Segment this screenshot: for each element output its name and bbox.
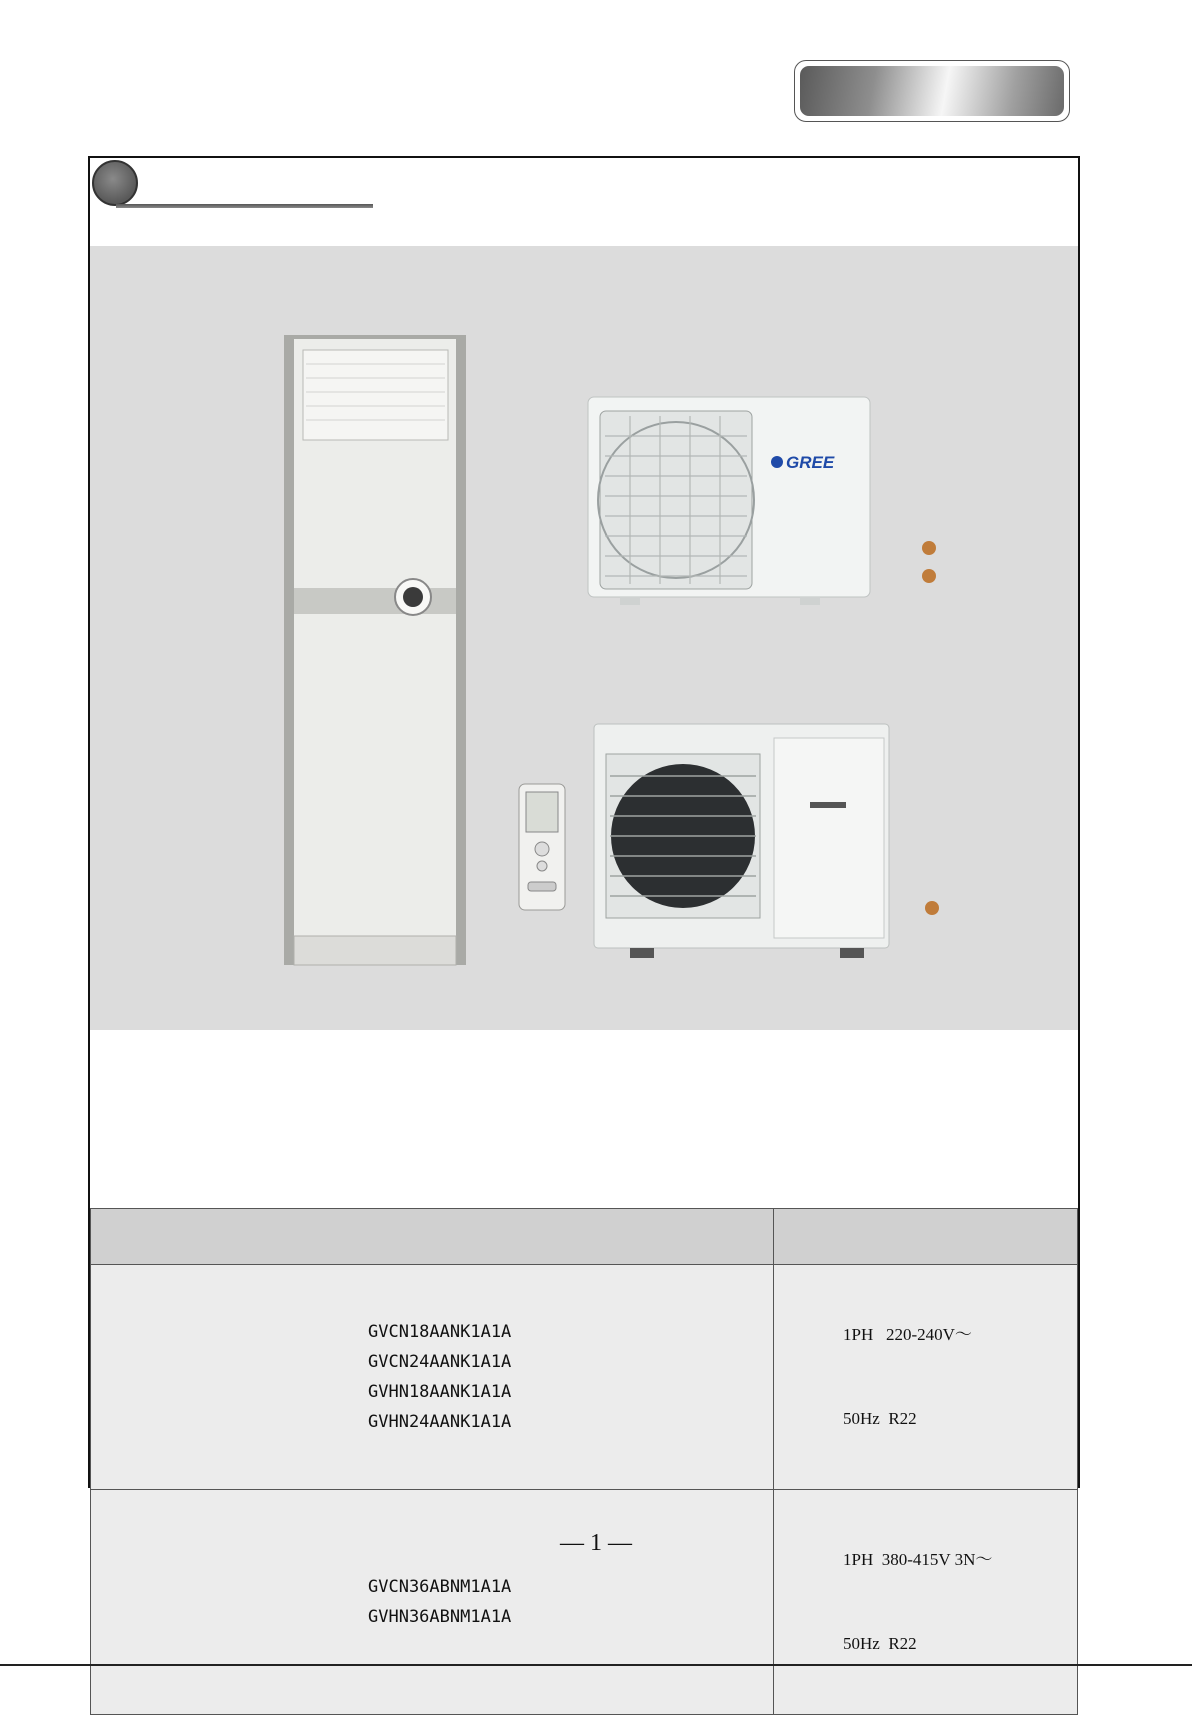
table-row (91, 1265, 1078, 1490)
power-line: 1PH 220-240V～ (843, 1325, 972, 1344)
model-column-header (91, 1209, 774, 1265)
model-name: GVHN24AANK1A1A (368, 1412, 512, 1432)
power-column-header (774, 1209, 1078, 1265)
model-name: GVCN24AANK1A1A (368, 1352, 512, 1372)
power-line: 1PH 380-415V 3N～ (843, 1550, 993, 1569)
model-name: GVHN18AANK1A1A (368, 1382, 512, 1402)
outdoor-unit-large-image (594, 724, 939, 958)
model-name: GVCN18AANK1A1A (368, 1322, 512, 1342)
product-photo (90, 246, 1078, 1030)
model-list (91, 1490, 774, 1715)
outdoor-unit-small-image (588, 397, 936, 605)
model-table (90, 1208, 1078, 1653)
section-heading-underline (116, 204, 373, 208)
product-illustration (90, 246, 1078, 1030)
model-name: GVCN36ABNM1A1A (368, 1577, 512, 1597)
bottom-divider (0, 1664, 1192, 1666)
model-list (91, 1265, 774, 1490)
section-marker-icon (92, 160, 138, 206)
power-spec (774, 1490, 1078, 1715)
page-number: — 1 — (560, 1530, 632, 1556)
header-badge (794, 60, 1070, 122)
remote-control-image (519, 784, 565, 910)
brand-logo: GREE (786, 453, 835, 472)
power-line: 50Hz R22 (843, 1634, 917, 1653)
power-line: 50Hz R22 (843, 1409, 917, 1428)
power-spec (774, 1265, 1078, 1490)
table-row (91, 1490, 1078, 1715)
indoor-unit-image (284, 335, 466, 965)
table-header-row (91, 1209, 1078, 1265)
model-name: GVHN36ABNM1A1A (368, 1607, 512, 1627)
